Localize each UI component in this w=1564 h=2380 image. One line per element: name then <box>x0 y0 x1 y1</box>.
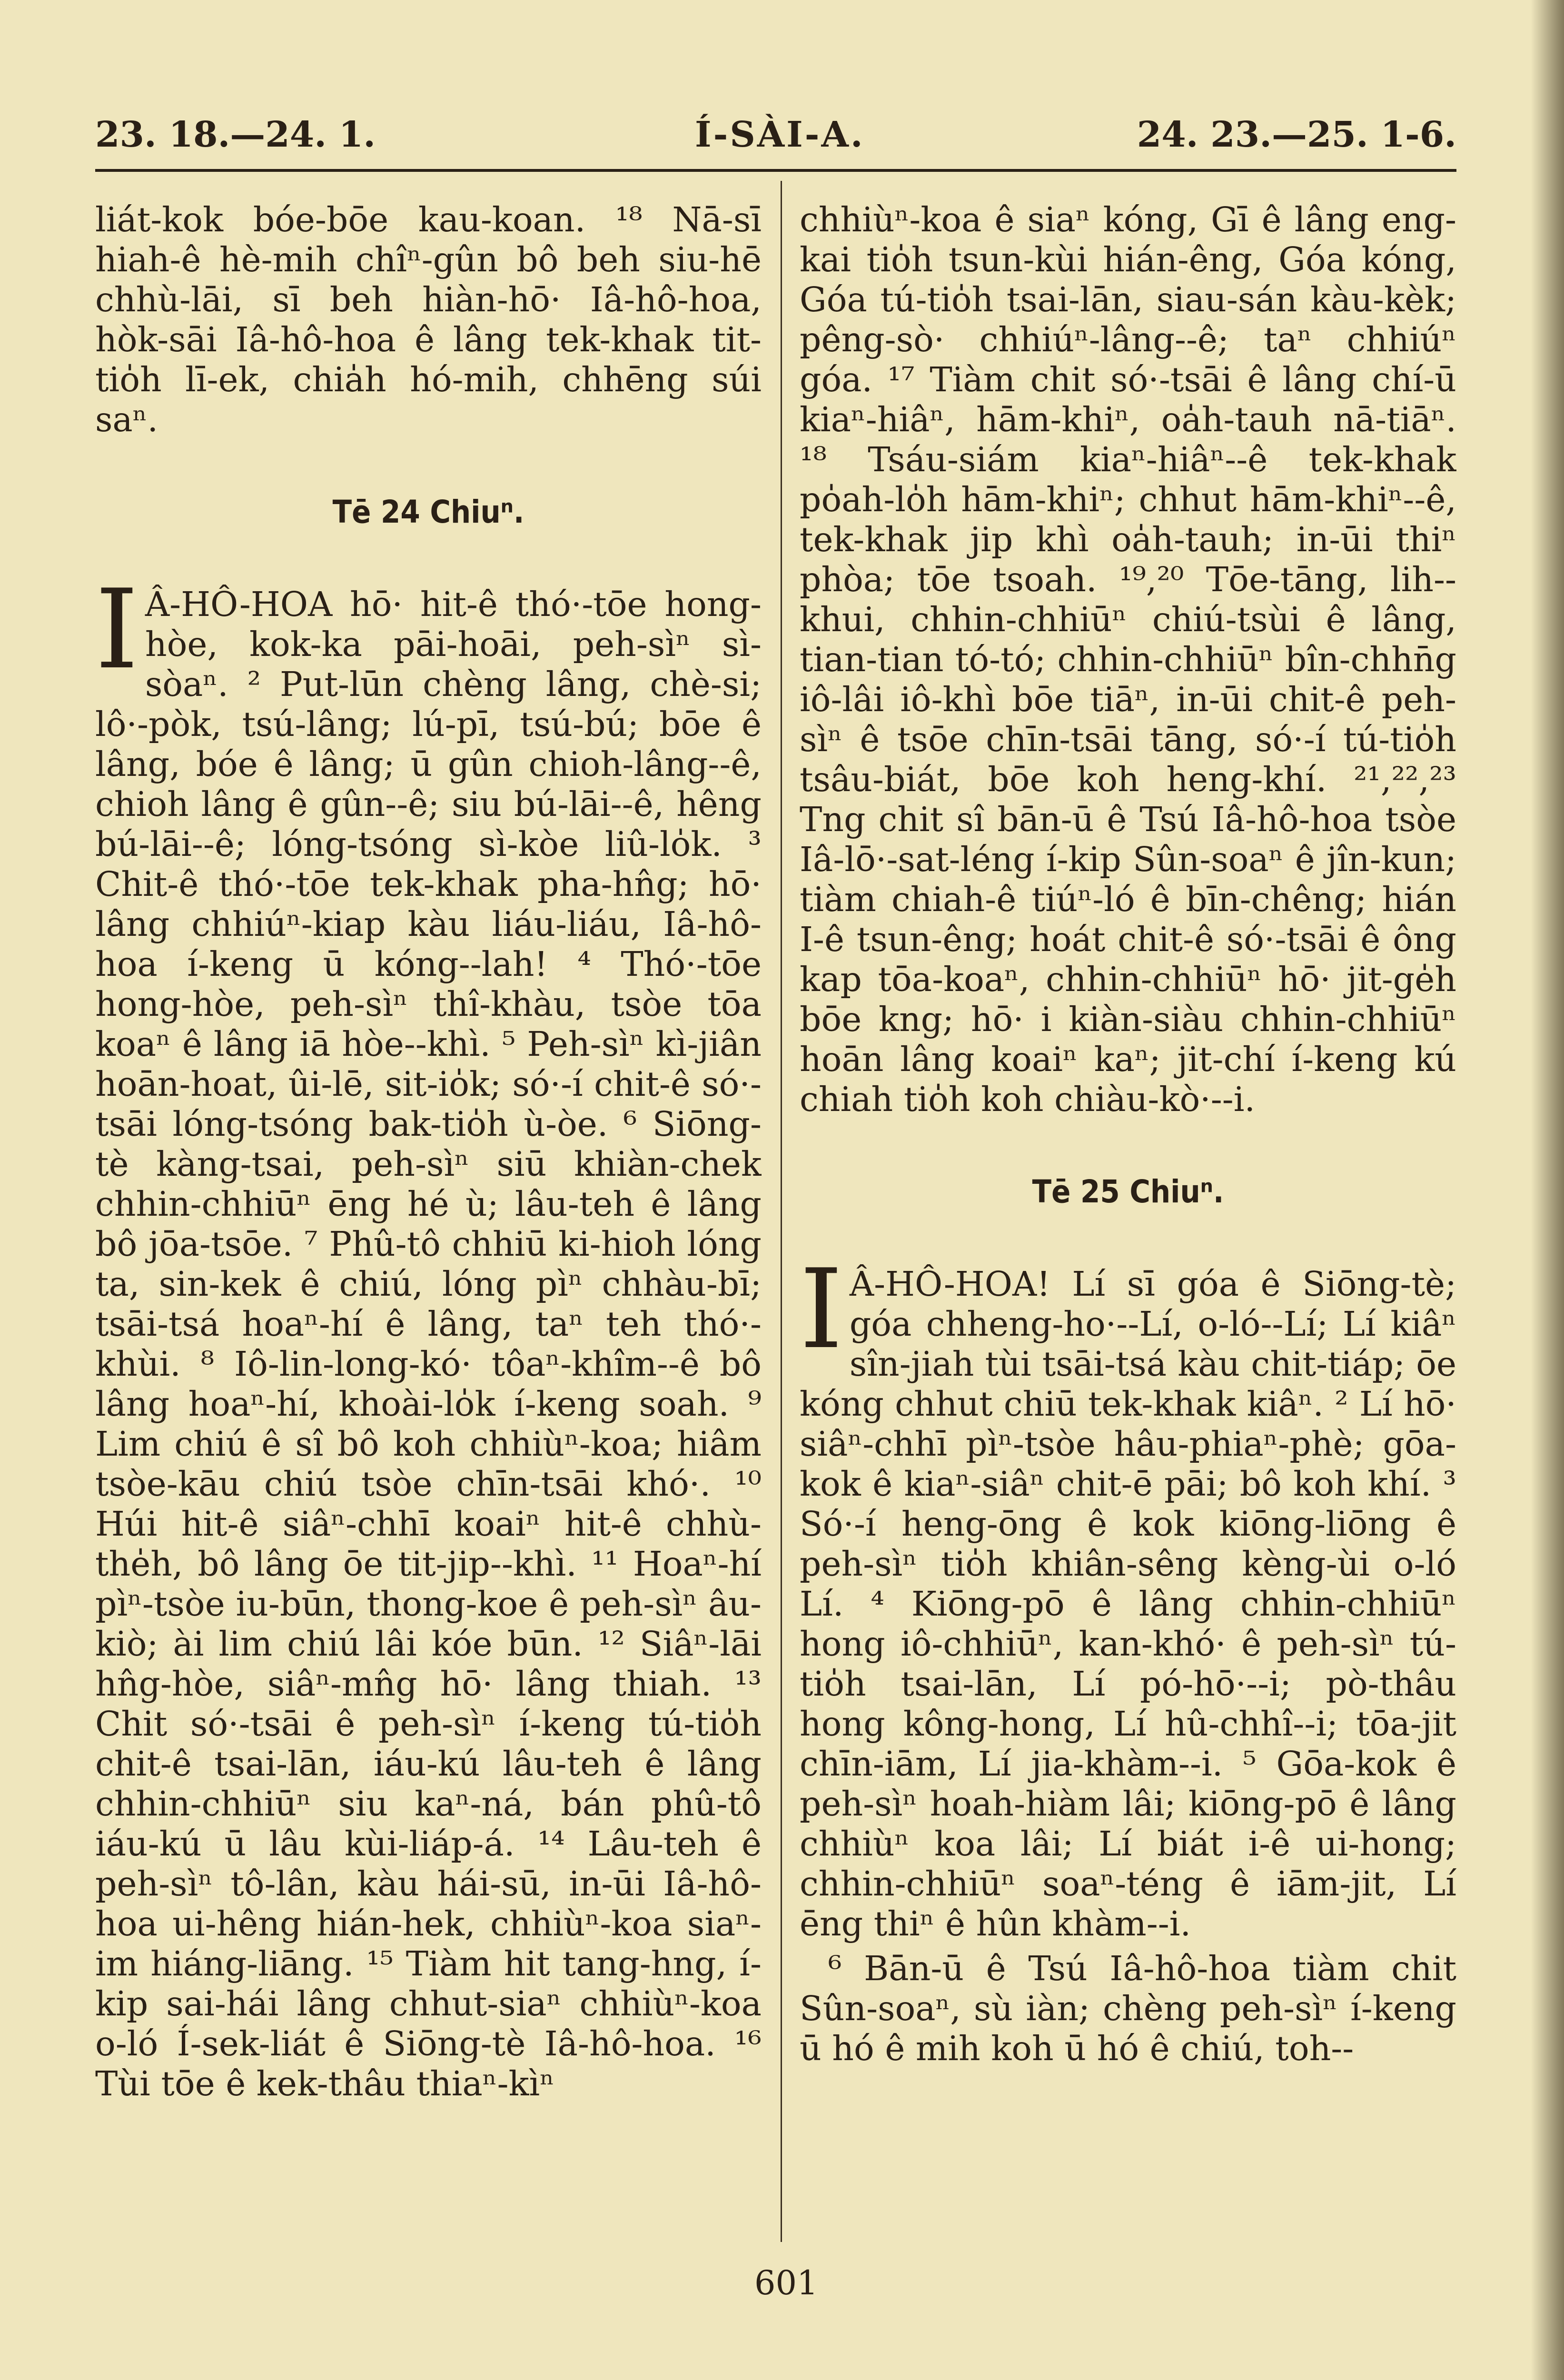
page-number: 601 <box>754 2263 818 2302</box>
right-column <box>800 200 1456 2261</box>
chapter-25-paragraph <box>800 1246 1456 1944</box>
left-intro-paragraph: liát-kok bóe-bōe kau-koan. ¹⁸ Nā-sī hiah-ê hè-mih chîⁿ-gûn bô beh siu-hē chhù-lāi, sī beh hiàn-hō· Iâ-hô-hoa, hòk-sāi Iâ-hô-hoa ê lâng tek-khak tit-tio̍h lī-ek, chia̍h hó-mih, chhēng súi saⁿ. <box>95 200 762 439</box>
chapter-24-text: Â-HÔ-HOA hō· hit-ê thó·-tōe hong-hòe, kok-ka pāi-hoāi, peh-sìⁿ sì-sòaⁿ. ² Put-lūn chèng lâng, chè-si; lô·-pòk, tsú-lâng; lú-pī, tsú-bú; bōe ê lâng, bóe ê lâng; ū gûn chioh-lâng--ê, chioh lâng ê gûn--ê; siu bú-lāi--ê, hêng bú-lāi--ê; lóng-tsóng sì-kòe liû-lo̍k. ³ Chit-ê thó·-tōe tek-khak pha-hn̂g; hō· lâng chhiúⁿ-kiap kàu liáu-liáu, Iâ-hô-hoa í-keng ū kóng--lah! ⁴ Thó·-tōe hong-hòe, peh-sìⁿ thî-khàu, tsòe tōa koaⁿ ê lâng iā hòe--khì. ⁵ Peh-sìⁿ kì-jiân hoān-hoat, ûi-lē, sit-io̍k; só·-í chit-ê só·-tsāi lóng-tsóng bak-tio̍h ù-òe. ⁶ Siōng-tè kàng-tsai, peh-sìⁿ siū khiàn-chek chhin-chhiūⁿ ēng hé ù; lâu-teh ê lâng bô jōa-tsōe. ⁷ Phû-tô chhiū ki-hioh lóng ta, sin-kek ê chiú, lóng pìⁿ chhàu-bī; tsāi-tsá hoaⁿ-hí ê lâng, taⁿ teh thó·-khùi. ⁸ Iô-lin-long-kó· tôaⁿ-khîm--ê bô lâng hoaⁿ-hí, khoài-lo̍k í-keng soah. ⁹ Lim chiú ê sî bô koh chhiùⁿ-koa; hiâm tsòe-kāu chiú tsòe chīn-tsāi khó·. ¹⁰ Húi hit-ê siâⁿ-chhī koaiⁿ hit-ê chhù-the̍h, bô lâng ōe tit-jip--khì. ¹¹ Hoaⁿ-hí pìⁿ-tsòe iu-būn, thong-koe ê peh-sìⁿ âu-kiò; ài lim chiú lâi kóe būn. ¹² Siâⁿ-lāi hn̂g-hòe, siâⁿ-mn̂g hō· lâng thiah. ¹³ Chit só·-tsāi ê peh-sìⁿ í-keng tú-tio̍h chit-ê tsai-lān, iáu-kú lâu-teh ê lâng chhin-chhiūⁿ siu kaⁿ-ná, bán phû-tô iáu-kú ū lâu kùi-liáp-á. ¹⁴ Lâu-teh ê peh-sìⁿ tô-lân, kàu hái-sū, in-ūi Iâ-hô-hoa ui-hêng hián-hek, chhiùⁿ-koa siaⁿ-im hiáng-liāng. ¹⁵ Tiàm hit tang-hng, í-kip sai-hái lâng chhut-siaⁿ chhiùⁿ-koa o-ló Í-sek-liát ê Siōng-tè Iâ-hô-hoa. ¹⁶ Tùi tōe ê kek-thâu thiaⁿ-kìⁿ <box>95 585 762 2103</box>
running-header <box>95 105 1456 157</box>
page-edge-shadow <box>1531 0 1564 2380</box>
header-book-title: Í-SÀI-A. <box>695 114 865 155</box>
chapter-24-drop-cap: I <box>95 566 139 694</box>
header-right-reference: 24. 23.—25. 1-6. <box>1137 114 1456 155</box>
chapter-25-drop-cap: I <box>800 1246 843 1373</box>
left-column <box>95 200 762 2261</box>
chapter-25-text: Â-HÔ-HOA! Lí sī góa ê Siōng-tè; góa chheng-ho·--Lí, o-ló--Lí; Lí kiâⁿ sîn-jiah tùi tsāi-tsá kàu chit-tiáp; ōe kóng chhut chiū tek-khak kiâⁿ. ² Lí hō· siâⁿ-chhī pìⁿ-tsòe hâu-phiaⁿ-phè; gōa-kok ê kiaⁿ-siâⁿ chit-ē pāi; bô koh khí. ³ Só·-í heng-ōng ê kok kiōng-liōng ê peh-sìⁿ tio̍h khiân-sêng kèng-ùi o-ló Lí. ⁴ Kiōng-pō ê lâng chhin-chhiūⁿ hong iô-chhiūⁿ, kan-khó· ê peh-sìⁿ tú-tio̍h tsai-lān, Lí pó-hō·--i; pò-thâu hong kông-hong, Lí hû-chhî--i; tōa-jit chīn-iām, Lí jia-khàm--i. ⁵ Gōa-kok ê peh-sìⁿ hoah-hiàm lâi; kiōng-pō ê lâng chhiùⁿ koa lâi; Lí biát i-ê ui-hong; chhin-chhiūⁿ soaⁿ-téng ê iām-jit, Lí ēng thiⁿ ê hûn khàm--i. <box>800 1264 1456 1944</box>
header-rule <box>95 169 1456 172</box>
column-divider <box>781 181 782 2242</box>
chapter-25-verse-6: ⁶ Bān-ū ê Tsú Iâ-hô-hoa tiàm chit Sûn-soaⁿ, sù iàn; chèng peh-sìⁿ í-keng ū hó ê mih koh ū hó ê chiú, toh-- <box>800 1949 1456 2068</box>
chapter-24-paragraph <box>95 566 762 2104</box>
right-intro-paragraph: chhiùⁿ-koa ê siaⁿ kóng, Gī ê lâng eng-kai tio̍h tsun-kùi hián-êng, Góa kóng, Góa tú-tio̍h tsai-lān, siau-sán kàu-kèk; pêng-sò· chhiúⁿ-lâng--ê; taⁿ chhiúⁿ góa. ¹⁷ Tiàm chit só·-tsāi ê lâng chí-ū kiaⁿ-hiâⁿ, hām-khiⁿ, oa̍h-tauh nā-tiāⁿ. ¹⁸ Tsáu-siám kiaⁿ-hiâⁿ--ê tek-khak po̍ah-lo̍h hām-khiⁿ; chhut hām-khiⁿ--ê, tek-khak jip khì oa̍h-tauh; in-ūi thiⁿ phòa; tōe tsoah. ¹⁹,²⁰ Tōe-tāng, lih--khui, chhin-chhiūⁿ chiú-tsùi ê lâng, tian-tian tó-tó; chhin-chhiūⁿ bîn-chhn̄g iô-lâi iô-khì bōe tiāⁿ, in-ūi chit-ê peh-sìⁿ ê tsōe chīn-tsāi tāng, só·-í tú-tio̍h tsâu-biát, bōe koh heng-khí. ²¹,²²,²³ Tng chit sî bān-ū ê Tsú Iâ-hô-hoa tsòe Iâ-lō·-sat-léng í-kip Sûn-soaⁿ ê jîn-kun; tiàm chiah-ê tiúⁿ-ló ê bīn-chêng; hián I-ê tsun-êng; hoát chit-ê só·-tsāi ê ông kap tōa-koaⁿ, chhin-chhiūⁿ hō· jit-ge̍h bōe kng; hō· i kiàn-siàu chhin-chhiūⁿ hoān lâng koaiⁿ kaⁿ; jit-chí í-keng kú chiah tio̍h koh chiàu-kò·--i. <box>800 200 1456 1119</box>
chapter-25-heading: Tē 25 Chiuⁿ. <box>1032 1173 1224 1210</box>
chapter-24-heading: Tē 24 Chiuⁿ. <box>332 494 525 530</box>
header-left-reference: 23. 18.—24. 1. <box>95 114 376 155</box>
